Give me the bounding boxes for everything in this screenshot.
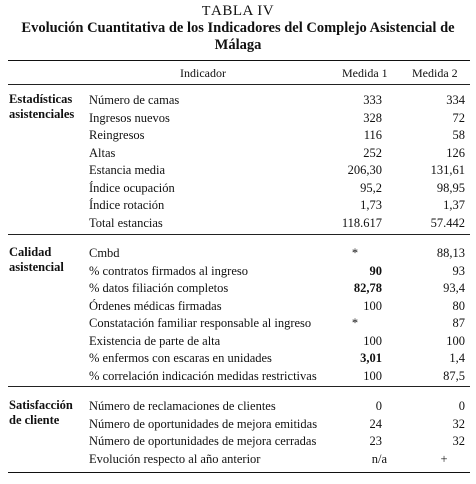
table-row	[0, 397, 476, 415]
indicator-label: Total estancias	[89, 215, 163, 230]
medida-2-value: 100	[446, 333, 465, 348]
indicator-label: Cmbd	[89, 246, 120, 260]
indicator-label: % correlación indicación medidas restrictivas	[89, 368, 317, 383]
table-row	[0, 244, 476, 262]
medida-2-value: 98,95	[436, 180, 465, 195]
table-row	[0, 279, 476, 297]
indicator-label: Número de reclamaciones de clientes	[89, 399, 276, 413]
medida-2-value: 87	[452, 316, 465, 330]
table-row	[0, 367, 476, 385]
medida-2-value: 93	[452, 263, 465, 278]
header-medida-1: Medida 1	[342, 66, 388, 80]
medida-2-value: 88,13	[436, 246, 465, 260]
indicator-label: Existencia de parte de alta	[89, 333, 221, 348]
medida-1-value: 1,73	[360, 198, 382, 212]
table-row	[0, 314, 476, 332]
medida-1-value: 252	[363, 145, 382, 160]
medida-2-value: 87,5	[443, 368, 465, 383]
table-row	[0, 214, 476, 232]
medida-2-value: 93,4	[443, 281, 465, 295]
table-row	[0, 415, 476, 433]
medida-2-value: 126	[446, 145, 465, 160]
caption-rest: ABLA IV	[210, 3, 275, 19]
medida-1-value: 90	[369, 263, 382, 278]
medida-2-value: 0	[458, 399, 465, 413]
medida-2-value: 334	[446, 93, 465, 107]
indicator-label: % enfermos con escaras en unidades	[89, 351, 272, 365]
section-divider	[8, 234, 470, 235]
medida-2-value: 1,37	[443, 198, 465, 212]
medida-1-value: *	[351, 246, 359, 260]
table-title: Evolución Cuantitativa de los Indicadores del Complejo Asistencial de Málaga	[21, 20, 455, 53]
medida-1-value: 118.617	[341, 215, 382, 230]
table-row	[0, 161, 476, 179]
section-name: Satisfacción de cliente	[9, 398, 73, 427]
header-indicador: Indicador	[180, 66, 226, 80]
section-divider	[8, 386, 470, 387]
table-row	[0, 144, 476, 162]
bottom-rule	[8, 472, 470, 473]
medida-2-value: 1,4	[449, 351, 465, 365]
table-row	[0, 450, 476, 468]
section-name: Calidad asistencial	[9, 245, 64, 274]
medida-2-value: 57.442	[430, 215, 465, 230]
medida-1-value: 0	[375, 399, 382, 413]
table-row	[0, 297, 476, 315]
indicator-label: Número de oportunidades de mejora cerradas	[89, 434, 317, 448]
table-row	[0, 432, 476, 450]
medida-1-value: 24	[369, 416, 382, 431]
medida-1-value: *	[351, 316, 359, 330]
table-row	[0, 349, 476, 367]
indicator-label: Evolución respecto al año anterior	[89, 451, 261, 466]
header-rule	[8, 84, 470, 85]
top-rule	[8, 60, 470, 61]
medida-1-value: 3,01	[360, 351, 382, 365]
indicator-label: Órdenes médicas firmadas	[89, 298, 222, 313]
table-row	[0, 91, 476, 109]
indicator-label: Número de camas	[89, 93, 180, 107]
section-name: Estadísticas asistenciales	[9, 92, 75, 121]
indicator-label: Índice rotación	[89, 198, 165, 212]
medida-1-value: 100	[363, 333, 382, 348]
indicator-label: % datos filiación completos	[89, 281, 229, 295]
indicator-label: Índice ocupación	[89, 180, 175, 195]
medida-2-value: +	[440, 451, 448, 466]
table-row	[0, 109, 476, 127]
medida-1-value: 116	[363, 128, 382, 142]
header-medida-2: Medida 2	[412, 66, 458, 80]
caption-prefix: T	[201, 4, 211, 19]
medida-1-value: 23	[369, 434, 382, 448]
medida-1-value: 328	[363, 110, 382, 125]
medida-1-value: 100	[363, 298, 382, 313]
medida-1-value: 206,30	[347, 163, 382, 177]
medida-1-value: 100	[363, 368, 382, 383]
medida-2-value: 72	[452, 110, 465, 125]
indicator-label: Número de oportunidades de mejora emitidas	[89, 416, 318, 431]
table-caption	[0, 3, 476, 20]
medida-2-value: 131,61	[430, 163, 465, 177]
medida-2-value: 58	[452, 128, 465, 142]
medida-1-value: 95,2	[360, 180, 382, 195]
medida-1-value: n/a	[371, 451, 387, 466]
medida-2-value: 80	[452, 298, 465, 313]
table-row	[0, 262, 476, 280]
medida-2-value: 32	[452, 434, 465, 448]
medida-1-value: 333	[363, 93, 382, 107]
table-row	[0, 126, 476, 144]
indicator-label: Reingresos	[89, 128, 145, 142]
table-row	[0, 196, 476, 214]
indicator-label: Constatación familiar responsable al ingreso	[89, 316, 312, 330]
medida-2-value: 32	[452, 416, 465, 431]
table-row	[0, 332, 476, 350]
indicator-label: Altas	[89, 145, 116, 160]
table-row	[0, 179, 476, 197]
indicator-label: Ingresos nuevos	[89, 110, 170, 125]
indicator-label: Estancia media	[89, 163, 166, 177]
indicator-label: % contratos firmados al ingreso	[89, 263, 248, 278]
medida-1-value: 82,78	[353, 281, 382, 295]
